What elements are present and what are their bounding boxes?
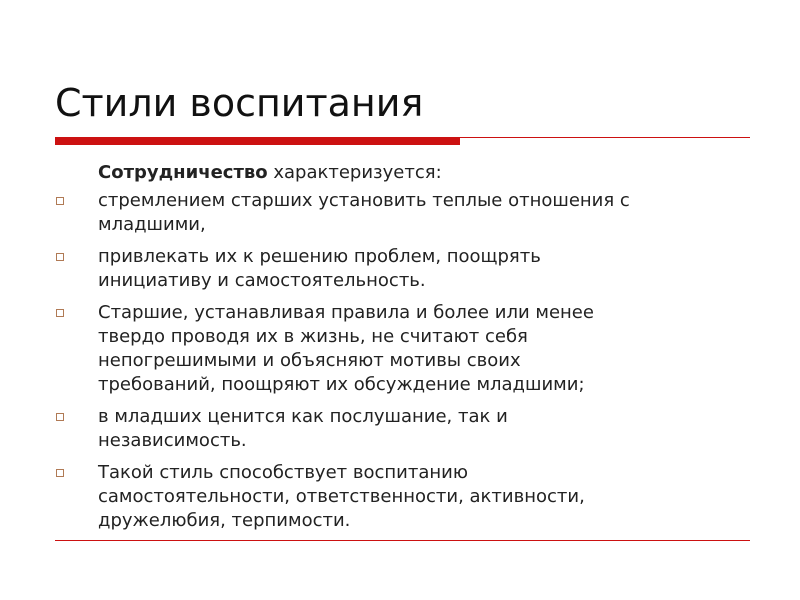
bullet-text: привлекать их к решению проблем, поощрять инициативу и самостоятельность. <box>98 246 541 291</box>
bullet-text: Такой стиль способствует воспитанию самостоятельности, ответственности, активности, дружелюбия, терпимости. <box>98 462 585 531</box>
bullet-item <box>52 405 752 453</box>
bullet-text: Старшие, устанавливая правила и более или менее твердо проводя их в жизнь, не считают себя непогрешимыми и объясняют мотивы своих требований, поощряют их обсуждение младшими; <box>98 302 594 395</box>
hollow-square-bullet-icon <box>56 469 64 477</box>
bullet-item <box>52 461 752 533</box>
intro-line <box>98 162 442 184</box>
slide-title: Стили воспитания <box>55 81 424 125</box>
bullet-item <box>52 189 752 237</box>
bullet-list <box>52 189 752 541</box>
bullet-text: в младших ценится как послушание, так и независимость. <box>98 406 508 451</box>
hollow-square-bullet-icon <box>56 253 64 261</box>
intro-term: Сотрудничество <box>98 162 268 183</box>
hollow-square-bullet-icon <box>56 413 64 421</box>
bullet-item <box>52 301 752 397</box>
hollow-square-bullet-icon <box>56 197 64 205</box>
title-accent-bar <box>55 137 460 145</box>
bullet-text: стремлением старших установить теплые отношения с младшими, <box>98 190 630 235</box>
title-divider-line <box>460 137 750 138</box>
bullet-item <box>52 245 752 293</box>
bottom-divider-line <box>55 540 750 541</box>
hollow-square-bullet-icon <box>56 309 64 317</box>
intro-rest: характеризуется: <box>267 162 442 183</box>
